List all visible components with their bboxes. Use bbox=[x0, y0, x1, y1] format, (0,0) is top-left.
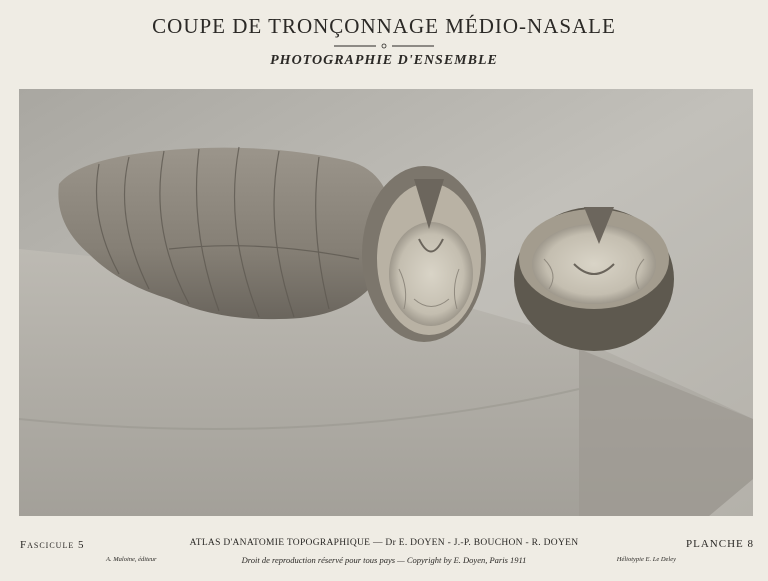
title-ornament bbox=[334, 42, 434, 50]
page-title: COUPE DE TRONÇONNAGE MÉDIO-NASALE bbox=[152, 14, 616, 38]
footer-fascicule: Fascicule 5 bbox=[20, 539, 85, 551]
page-subtitle: PHOTOGRAPHIE D'ENSEMBLE bbox=[270, 53, 498, 68]
footer-atlas-credits: ATLAS D'ANATOMIE TOPOGRAPHIQUE — Dr E. DOYEN - J.-P. BOUCHON - R. DOYEN bbox=[189, 538, 579, 548]
printer-credit: Héliotypie E. Le Deley bbox=[616, 556, 676, 563]
anatomical-photograph bbox=[19, 89, 753, 516]
copyright-notice: Droit de reproduction réservé pour tous pays — Copyright by E. Doyen, Paris 1911 bbox=[241, 555, 527, 565]
footer-planche: PLANCHE 8 bbox=[686, 538, 754, 550]
publisher-credit: A. Maloine, éditeur bbox=[106, 556, 157, 563]
